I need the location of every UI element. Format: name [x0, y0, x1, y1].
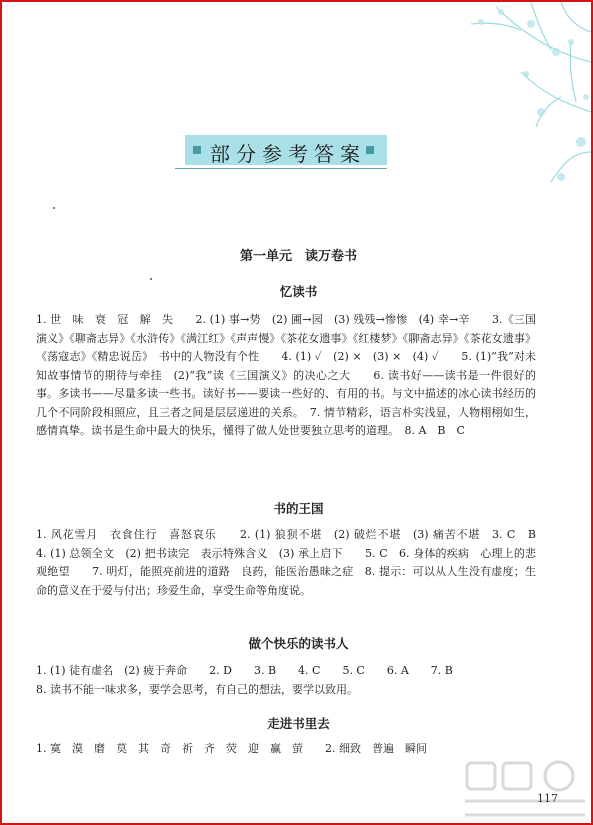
- section-title: 书的王国: [273, 501, 324, 516]
- page-number: 117: [537, 792, 558, 805]
- header-square-icon: [366, 146, 374, 154]
- answer-paragraph: 1. 风花雪月 衣食住行 喜怒哀乐 2. (1) 狼狈不堪 (2) 破烂不堪 (3) 痛苦不堪 3. C B 4. (1) 总领全文 (2) 把书读完 表示特殊含义 (3) 承上启下 5. C 6. 身体的疾病 心理上的悲观绝望 7. 明灯，能照亮前进的道路 良药，能医治愚昧之症 8. 提示：可以从人生没有虚度；生命的意义在于爱与付出；珍爱生命，享受生命等角度说。: [36, 528, 558, 597]
- unit-title: 第一单元 读万卷书: [239, 249, 357, 264]
- section-title: 做个快乐的读书人: [248, 636, 349, 651]
- answer-paragraph: 8. 读书不能一味求多，要学会思考，有自己的想法，要学以致用。: [36, 682, 358, 696]
- section-body: [36, 526, 558, 600]
- header-underline: [175, 168, 387, 169]
- speck: [53, 207, 55, 209]
- header-square-icon: [193, 146, 201, 154]
- section-body: [36, 662, 536, 699]
- speck: [150, 278, 152, 280]
- answer-paragraph: 1. 世 味 衰 冠 解 失 2. (1) 事→势 (2) 圃→园 (3) 残残→惨惨 (4) 幸→辛 3.《三国演义》《聊斋志异》《水浒传》《满江红》《声声慢》《茶花女遗事》《红楼梦》《聊斋志异》《茶花女遗事》《荡寇志》《精忠说岳》 书中的人物没有个性 4. (1) ✓ (2) × (3) × (4) ✓ 5. (1)“我”对未知故事情节的期待与牵挂 (2)“我”读《三国演义》的决心之大 6. 读书好——读书是一件很好的事。多读书——尽量多读一些书。读好书——要读一些好的、有用的书。与文中描述的冰心读书经历的几个不同阶段相照应，且三者之间是层层递进的关系。 7. 情节精彩，语言朴实浅显，人物栩栩如生，感情真挚。读书是生命中最大的快乐，懂得了做人处世要独立思考的道理。 8. A B C: [36, 313, 536, 437]
- answer-paragraph: 1. (1) 徒有虚名 (2) 疲于奔命 2. D 3. B 4. C 5. C 6. A 7. B: [36, 664, 453, 677]
- section-title: 走进书里去: [267, 716, 330, 731]
- section-body: [36, 740, 536, 759]
- section-body: [36, 311, 536, 441]
- watermark-graphic: [457, 757, 593, 825]
- answers-header: [175, 135, 387, 169]
- page-title: 部分参考答案: [210, 142, 366, 166]
- answer-paragraph: 1. 寞 漠 磨 莫 其 奇 祈 齐 荧 迎 赢 萤 2. 细致 普遍 瞬间: [36, 742, 427, 755]
- branch-decoration: [401, 2, 591, 202]
- section-title: 忆读书: [279, 284, 318, 299]
